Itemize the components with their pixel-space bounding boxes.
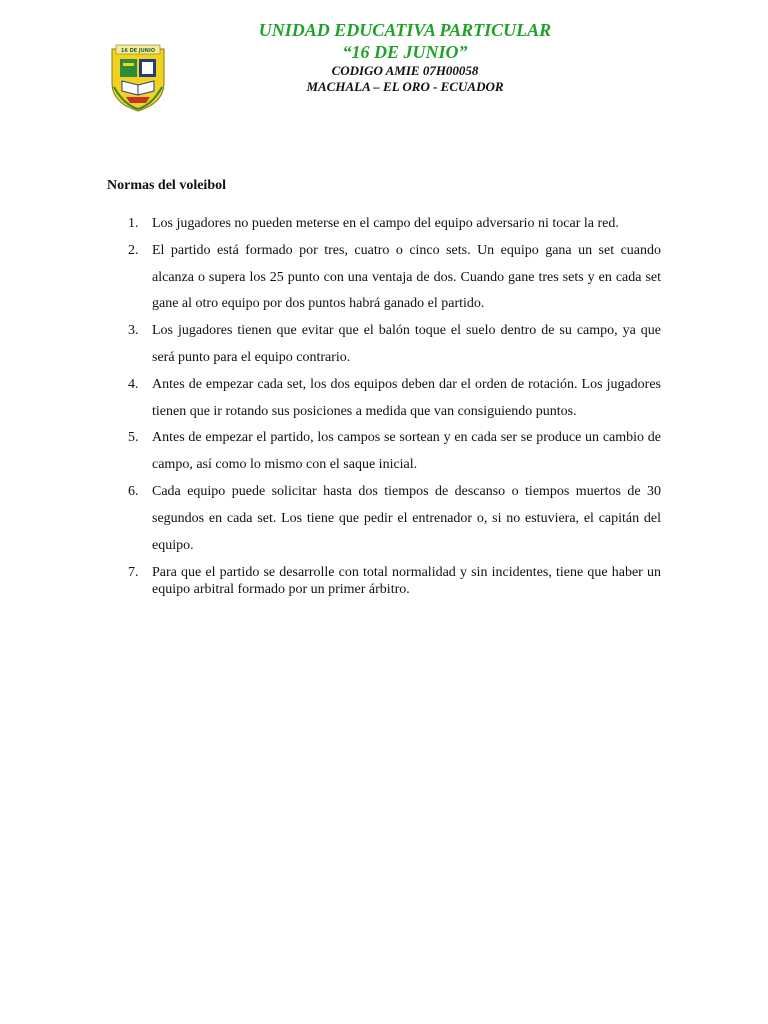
school-code: CODIGO AMIE 07H00058 (331, 63, 479, 78)
list-item-number: 1. (128, 216, 139, 231)
list-item (128, 425, 661, 479)
list-item-text: Antes de empezar cada set, los dos equipos deben dar el orden de rotación. Los jugadores tienen que ir rotando sus posiciones a medida que van consiguiendo puntos. (152, 376, 661, 419)
list-item-text: Los jugadores tienen que evitar que el balón toque el suelo dentro de su campo, ya que será punto para el equipo contrario. (152, 323, 661, 365)
list-item-text: El partido está formado por tres, cuatro o cinco sets. Un equipo gana un set cuando alcanza o supera los 25 punto con una ventaja de dos. Cuando gane tres sets y en cada set gane al otro equipo por dos puntos habrá ganado el partido. (152, 242, 661, 312)
list-item (128, 238, 661, 318)
school-name: UNIDAD EDUCATIVA PARTICULAR (258, 20, 552, 40)
list-item (128, 479, 661, 559)
list-item-text: Cada equipo puede solicitar hasta dos tiempos de descanso o tiempos muertos de 30 segundos en cada set. Los tiene que pedir el entrenador o, si no estuviera, el capitán del equipo. (152, 483, 661, 553)
list-item-number: 7. (128, 565, 139, 581)
list-item-number: 3. (128, 323, 139, 339)
rules-list (128, 211, 661, 598)
list-item (128, 559, 661, 598)
list-item-number: 5. (128, 430, 139, 446)
list-item (128, 372, 661, 426)
list-item-number: 6. (128, 483, 139, 499)
list-item (128, 318, 661, 372)
list-item-number: 4. (128, 376, 139, 392)
document-title: Normas del voleibol (107, 178, 226, 193)
list-item-number: 2. (128, 242, 139, 258)
list-item-text: Para que el partido se desarrolle con total normalidad y sin incidentes, tiene que haber un equipo arbitral formado por un primer árbitro. (152, 565, 661, 598)
logo-banner-text: 16 DE JUNIO (120, 48, 156, 54)
list-item (128, 211, 661, 238)
document-header (200, 19, 610, 95)
school-location: MACHALA – EL ORO - ECUADOR (306, 79, 504, 94)
school-crest-icon (106, 43, 170, 113)
list-item-text: Los jugadores no pueden meterse en el campo del equipo adversario ni tocar la red. (152, 216, 619, 231)
list-item-text: Antes de empezar el partido, los campos se sortean y en cada ser se produce un cambio de campo, así como lo mismo con el saque inicial. (152, 430, 661, 473)
school-subtitle: “16 DE JUNIO” (342, 42, 468, 62)
